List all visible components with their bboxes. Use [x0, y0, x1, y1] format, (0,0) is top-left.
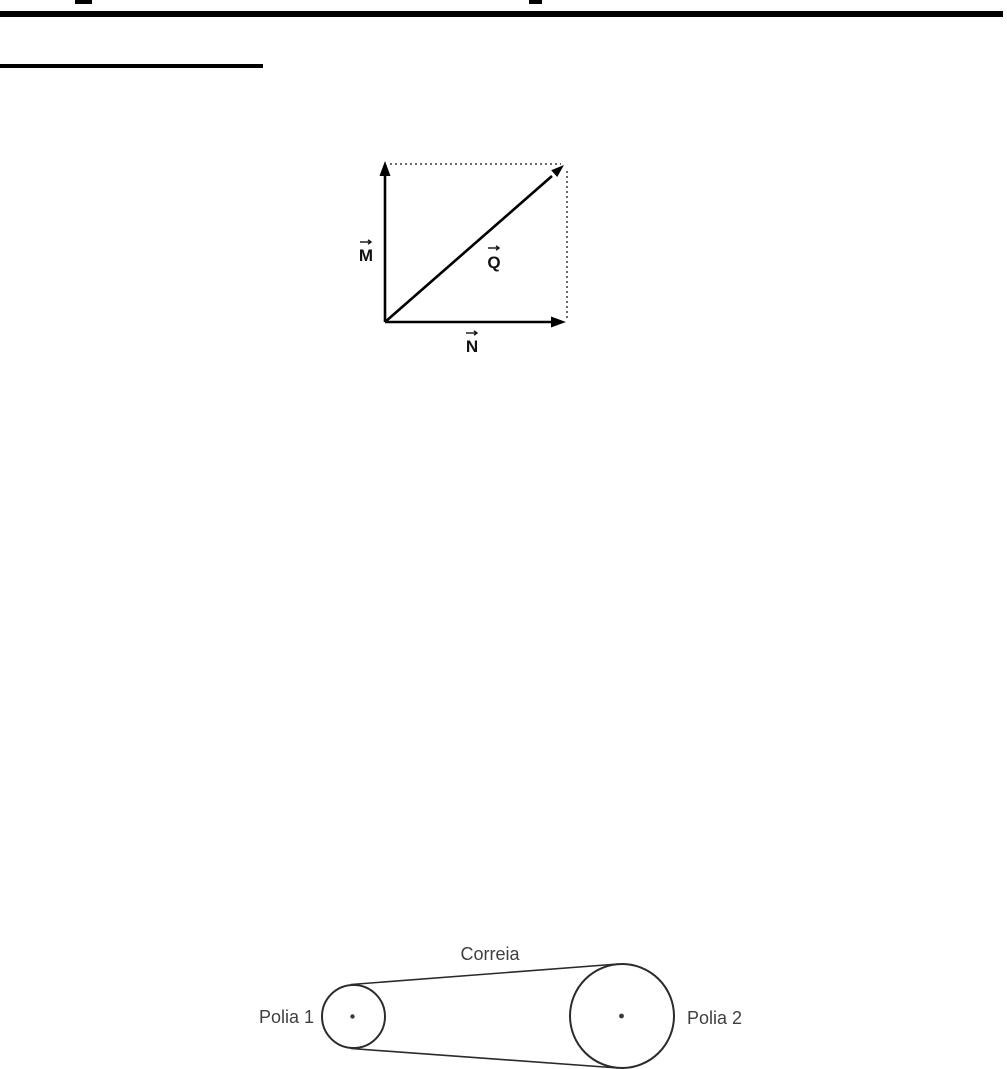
vector-q-arrow [385, 165, 564, 322]
vector-overarrow-icon [360, 240, 371, 244]
vector-n-arrow [385, 317, 566, 328]
belt-label: Correia [460, 944, 520, 964]
header-rule [0, 11, 1003, 17]
section-underline [0, 64, 263, 68]
vector-overarrow-icon [466, 331, 477, 335]
cropped-text-remnant [529, 0, 542, 4]
belt-top-line [351, 964, 618, 985]
pulley-2-axle-dot [619, 1014, 624, 1019]
vector-addition-diagram [330, 140, 620, 375]
vector-overarrow-icon [488, 246, 499, 250]
belt-bottom-line [351, 1049, 618, 1069]
cropped-text-remnant [75, 0, 92, 4]
vector-m-label-group [359, 240, 373, 265]
pulley-belt-diagram [240, 930, 770, 1069]
vector-q-label-group [487, 246, 500, 272]
pulley-1-label: Polia 1 [258, 1007, 314, 1027]
vector-n-label-group [466, 331, 478, 356]
pulley-1-axle-dot [350, 1014, 354, 1018]
vector-m-label: M [358, 246, 374, 265]
vector-n-label: N [465, 337, 479, 356]
vector-m-arrow [380, 161, 391, 322]
vector-q-label: Q [487, 253, 501, 272]
pulley-2-label: Polia 2 [687, 1008, 743, 1028]
